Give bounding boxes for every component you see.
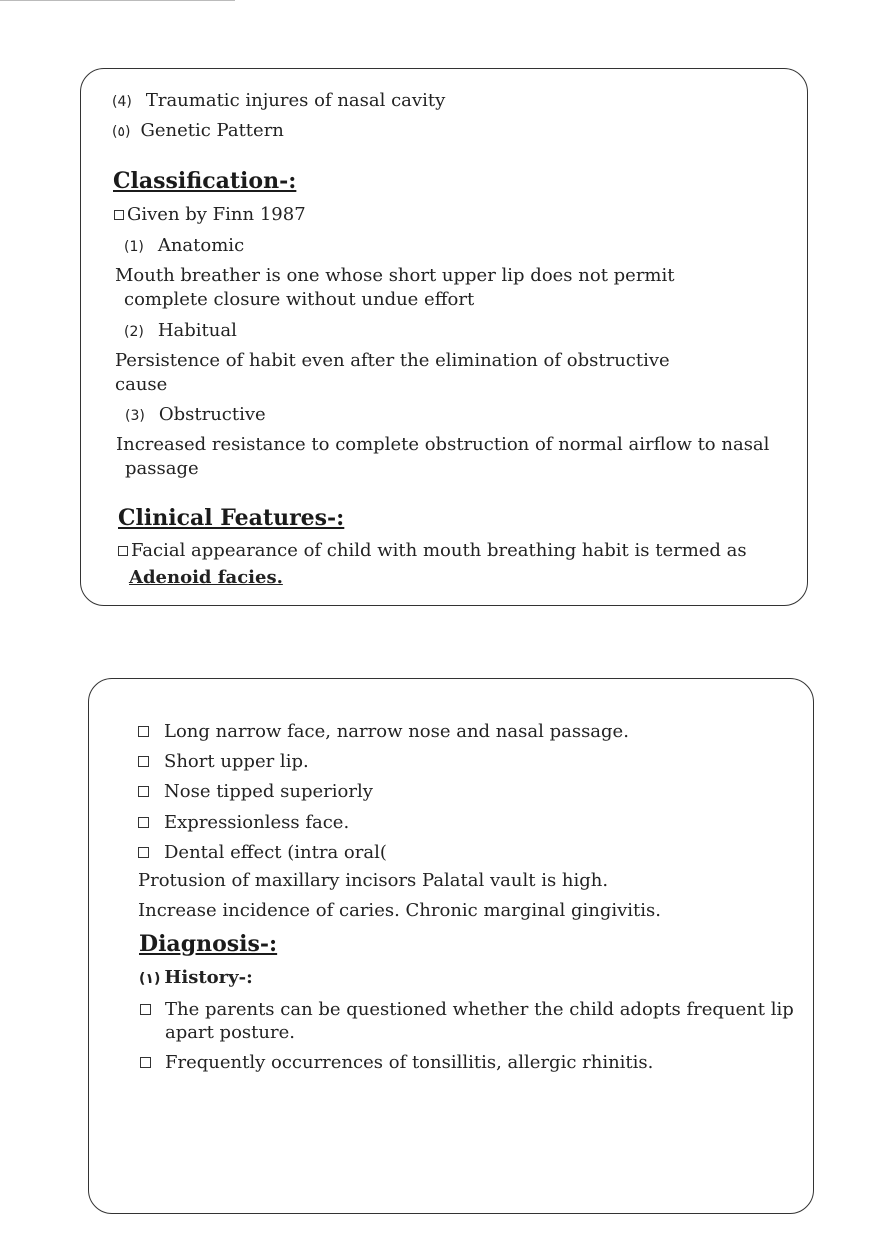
- checkbox-bullet-icon: [114, 210, 124, 220]
- feature-bullet-3: [138, 781, 373, 803]
- anatomic-desc-2: complete closure without undue effort: [124, 289, 475, 310]
- clinical-line-1: [118, 540, 747, 562]
- given-by-line: [114, 204, 306, 226]
- dental-effect-line-1: Protusion of maxillary incisors Palatal vault is high.: [138, 870, 609, 891]
- bullet-text: Frequently occurrences of tonsillitis, allergic rhinitis.: [165, 1052, 654, 1073]
- list-item-5: [112, 120, 284, 143]
- feature-bullet-4: [138, 812, 349, 834]
- history-bullet-1-cont: apart posture.: [165, 1022, 295, 1043]
- checkbox-bullet-icon: [138, 817, 149, 828]
- item-text: Genetic Pattern: [140, 120, 284, 141]
- feature-bullet-5: [138, 842, 387, 864]
- dental-effect-line-2: Increase incidence of caries. Chronic marginal gingivitis.: [138, 900, 661, 921]
- checkbox-bullet-icon: [140, 1057, 151, 1068]
- checkbox-bullet-icon: [138, 726, 149, 737]
- item-number: (١): [139, 971, 161, 987]
- classification-habitual: [124, 320, 237, 343]
- classification-obstructive: [125, 404, 266, 427]
- top-edge-line: [0, 0, 235, 1]
- classification-anatomic: [124, 235, 244, 258]
- clinical-features-heading: Clinical Features-:: [118, 505, 345, 531]
- checkbox-bullet-icon: [138, 847, 149, 858]
- item-number: (3): [125, 408, 145, 424]
- item-label: Habitual: [157, 320, 237, 341]
- habitual-desc-2: cause: [115, 374, 168, 395]
- given-by-text: Given by Finn 1987: [127, 204, 306, 225]
- bullet-text: Expressionless face.: [164, 812, 350, 833]
- item-number: (4): [112, 94, 132, 110]
- bullet-text: Dental effect (intra oral(: [164, 842, 387, 863]
- item-text: Traumatic injures of nasal cavity: [145, 90, 446, 111]
- bullet-text: Long narrow face, narrow nose and nasal passage.: [164, 721, 629, 742]
- bullet-text: Short upper lip.: [164, 751, 309, 772]
- bullet-text: The parents can be questioned whether the child adopts frequent lip: [165, 999, 794, 1020]
- item-number: (1): [124, 239, 144, 255]
- feature-bullet-1: [138, 721, 629, 743]
- checkbox-bullet-icon: [118, 546, 128, 556]
- history-bullet-1: [140, 999, 794, 1021]
- item-label: Obstructive: [158, 404, 266, 425]
- list-item-4: [112, 90, 445, 113]
- checkbox-bullet-icon: [140, 1004, 151, 1015]
- clinical-text: Facial appearance of child with mouth breathing habit is termed as: [131, 540, 747, 561]
- obstructive-desc-2: passage: [125, 458, 199, 479]
- history-bullet-2: [140, 1052, 653, 1074]
- history-subheading: [139, 967, 253, 990]
- feature-bullet-2: [138, 751, 309, 773]
- item-label: Anatomic: [157, 235, 245, 256]
- diagnosis-heading: Diagnosis-:: [139, 931, 278, 957]
- anatomic-desc-1: Mouth breather is one whose short upper lip does not permit: [115, 265, 675, 286]
- item-number: (2): [124, 324, 144, 340]
- adenoid-facies-term: Adenoid facies.: [129, 567, 283, 588]
- bullet-text: Nose tipped superiorly: [164, 781, 373, 802]
- habitual-desc-1: Persistence of habit even after the elimination of obstructive: [115, 350, 670, 371]
- item-number: (٥): [112, 124, 131, 140]
- history-label: History-:: [164, 967, 253, 988]
- obstructive-desc-1: Increased resistance to complete obstruction of normal airflow to nasal: [116, 434, 770, 455]
- checkbox-bullet-icon: [138, 786, 149, 797]
- checkbox-bullet-icon: [138, 756, 149, 767]
- classification-heading: Classification-:: [113, 168, 297, 194]
